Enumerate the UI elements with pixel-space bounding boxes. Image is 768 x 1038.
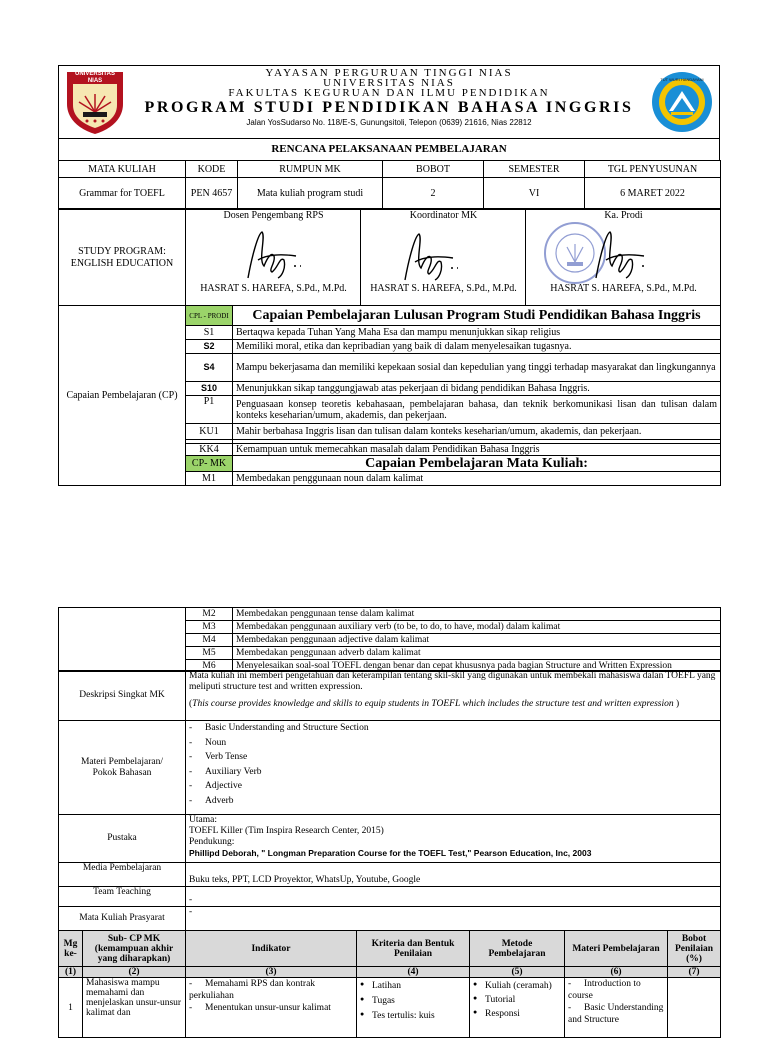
deskripsi-cell [186,671,721,721]
table-row [59,978,721,1038]
page2-frame [58,607,720,1024]
cpmk-title: Capaian Pembelajaran Mata Kuliah: [233,456,721,472]
media-label: Media Pembelajaran [59,863,186,887]
role-kaprodi: Ka. Prodi [604,210,643,221]
metode-item: ● Kuliah (ceramah) [473,978,561,992]
kriteria-item: ● Tugas [360,993,466,1008]
tut-wuri-text: TUT WURI HANDAYANI [660,77,704,82]
deskripsi-english: (This course provides knowledge and skills to equip students in TOEFL which includes the structure test and written expression ) [189,699,680,709]
course-semester: VI [484,178,585,209]
m-text: Membedakan penggunaan noun dalam kalimat [233,472,721,486]
m-text: Menyelesaikan soal-soal TOEFL dengan benar dan cepat khususnya pada bagian Structure and Written Expression [233,660,721,672]
m-code: M6 [186,660,233,672]
letterhead [58,65,720,139]
m-text: Membedakan penggunaan auxiliary verb (to be, to do, to have, modal) dalam kalimat [233,621,721,634]
role-koordinator: Koordinator MK [409,210,478,221]
cp-code: KK4 [186,444,233,456]
m-code: M2 [186,608,233,621]
prasyarat-text: - [186,907,721,931]
materi-row-item: - Basic Understanding and Structure [568,1002,664,1026]
bobot-cell [668,978,721,1038]
m-code: M3 [186,621,233,634]
m-text: Membedakan penggunaan adverb dalam kalimat [233,647,721,660]
cpmk-code: CP- MK [186,456,233,472]
cp-code: S2 [186,340,233,354]
plan-header-materi: Materi Pembelajaran [565,931,668,967]
indikator-item: - Menentukan unsur-unsur kalimat [189,1002,353,1014]
course-info-table [58,670,721,931]
plan-col-number: (4) [357,967,470,978]
cp-code: P1 [186,396,233,424]
indikator-item: - Memahami RPS dan kontrak perkuliahan [189,978,353,1002]
deskripsi-text: Mata kuliah ini memberi pengetahuan dan keterampilan tentang skil-skil yang digunakan untuk membekali mahasiswa dalan TOEFL yang meliputi structure test and written expression. [189,671,716,692]
materi-row-item: - Introduction to course [568,978,664,1002]
m-text: Membedakan penggunaan tense dalam kalimat [233,608,721,621]
cp-code: KU1 [186,424,233,440]
team-teaching-text: - [186,887,721,907]
signature-koordinator [395,228,465,284]
pustaka-label: Pustaka [59,815,186,863]
cp-text: Penguasaan konsep teoretis kebahasaan, pembelajaran bahasa, dan teknik berkomunikasi lisan dan tulisan dalam konteks keseharian/umum, akademis, dan pekerjaan. [233,396,721,424]
signature-cell-koordinator [361,210,526,306]
signature-cell-kaprodi [526,210,721,306]
course-rumpun: Mata kuliah program studi [238,178,383,209]
letterhead-line3: FAKULTAS KEGURUAN DAN ILMU PENDIDIKAN [228,87,550,99]
signature-kaprodi [586,226,656,282]
cpl-title: Capaian Pembelajaran Lulusan Program Studi Pendidikan Bahasa Inggris [233,306,721,326]
metode-item: ● Tutorial [473,992,561,1006]
pustaka-utama-label: Utama: [189,815,217,825]
materi-item: - Basic Understanding and Structure Section [189,721,717,736]
materi-item: - Noun [189,736,717,751]
col-header-rumpun: RUMPUN MK [238,161,383,178]
role-dosen: Dosen Pengembang RPS [223,210,324,221]
metode-item: ● Responsi [473,1006,561,1020]
plan-col-number: (3) [186,967,357,978]
tut-wuri-handayani-logo [651,71,713,133]
m-text: Membedakan penggunaan adjective dalam kalimat [233,634,721,647]
pustaka-utama: TOEFL Killer (Tim Inspira Research Center, 2015) [189,826,384,836]
cpl-code: CPL - PRODI [186,306,233,326]
col-header-bobot: BOBOT [383,161,484,178]
materi-item: - Verb Tense [189,750,717,765]
signature-dosen [238,226,308,282]
deskripsi-english-text: This course provides knowledge and skills to equip students in TOEFL which includes the structure test and written expression [192,699,674,709]
universitas-nias-logo [63,68,127,134]
cp-table [58,305,721,486]
page1-frame [58,65,720,495]
m-code: M4 [186,634,233,647]
materi-list [189,721,717,808]
prasyarat-label: Mata Kuliah Prasyarat [59,907,186,931]
course-name: Grammar for TOEFL [59,178,186,209]
materi-label: Materi Pembelajaran/ Pokok Bahasan [59,721,186,815]
week-number: 1 [59,978,83,1038]
signature-cell-dosen [186,210,361,306]
program-title: PROGRAM STUDI PENDIDIKAN BAHASA INGGRIS [144,99,634,116]
col-header-tgl: TGL PENYUSUNAN [585,161,721,178]
plan-table [58,930,721,1038]
materi-item: - Adverb [189,794,717,809]
cp-code: S4 [186,354,233,382]
subcp-text: Mahasiswa mampu memahami dan menjelaskan unsur-unsur kalimat dan [83,978,186,1038]
m-code: M1 [186,472,233,486]
materi-cell [186,721,721,815]
cp-text: Menunjukkan sikap tanggungjawab atas pekerjaan di bidang pendidikan Bahasa Inggris. [233,382,721,396]
kriteria-cell [357,978,470,1038]
plan-header-indikator: Indikator [186,931,357,967]
cp-text: Bertaqwa kepada Tuhan Yang Maha Esa dan mampu menunjukkan sikap religius [233,326,721,340]
plan-col-number: (5) [470,967,565,978]
metode-cell [470,978,565,1038]
address: Jalan YosSudarso No. 118/E-S, Gunungsitoli, Telepon (0639) 21616, Nias 22812 [246,118,532,127]
course-bobot: 2 [383,178,484,209]
plan-header-metode: Metode Pembelajaran [470,931,565,967]
course-code: PEN 4657 [186,178,238,209]
materi-row-cell [565,978,668,1038]
cp-text: Mahir berbahasa Inggris lisan dan tulisan dalam konteks keseharian/umum, akademis, dan pekerjaan. [233,424,721,440]
materi-item: - Adjective [189,779,717,794]
cp-code: S1 [186,326,233,340]
plan-col-number: (2) [83,967,186,978]
letterhead-line1: YAYASAN PERGURUAN TINGGI NIAS [265,67,513,79]
plan-col-number: (7) [668,967,721,978]
cp-text: Kemampuan untuk memecahkan masalah dalam Pendidikan Bahasa Inggris [233,444,721,456]
pustaka-pendukung-label: Pendukung: [189,837,235,847]
document-title: RENCANA PELAKSANAAN PEMBELAJARAN [58,138,720,161]
m-code: M5 [186,647,233,660]
pustaka-cell [186,815,721,863]
indikator-cell [186,978,357,1038]
course-table [58,160,721,209]
kriteria-item: ● Latihan [360,978,466,993]
kriteria-item: ● Tes tertulis: kuis [360,1008,466,1023]
name-kaprodi: HASRAT S. HAREFA, S.Pd., M.Pd. [550,283,697,294]
plan-col-number: (6) [565,967,668,978]
plan-header-week: Mg ke- [59,931,83,967]
plan-header-kriteria: Kriteria dan Bentuk Penilaian [357,931,470,967]
materi-item: - Auxiliary Verb [189,765,717,780]
cp-text: Mampu bekerjasama dan memiliki kepekaan sosial dan kepedulian yang tinggi terhadap masyarakat dan lingkungannya [233,354,721,382]
study-program-label: STUDY PROGRAM: ENGLISH EDUCATION [59,210,186,306]
cp-label: Capaian Pembelajaran (CP) [59,306,186,486]
pustaka-pendukung: Phillipd Deborah, " Longman Preparation Course for the TOEFL Test," Pearson Education, Inc, 2003 [189,848,592,858]
course-date: 6 MARET 2022 [585,178,721,209]
cpmk-continued-table [58,607,721,672]
col-header-semester: SEMESTER [484,161,585,178]
col-header-mata-kuliah: MATA KULIAH [59,161,186,178]
plan-header-bobot: Bobot Penilaian (%) [668,931,721,967]
name-dosen: HASRAT S. HAREFA, S.Pd., M.Pd. [200,283,347,294]
col-header-kode: KODE [186,161,238,178]
deskripsi-label: Deskripsi Singkat MK [59,671,186,721]
cp-code: S10 [186,382,233,396]
cp-text: Memiliki moral, etika dan kepribadian yang baik di dalam menyelesaikan tugasnya. [233,340,721,354]
logo-caption: UNIVERSITAS NIAS [75,71,115,84]
plan-col-number: (1) [59,967,83,978]
plan-header-subcp: Sub- CP MK (kemampuan akhir yang diharapkan) [83,931,186,967]
name-koordinator: HASRAT S. HAREFA, S.Pd., M.Pd. [370,283,517,294]
letterhead-line2: UNIVERSITAS NIAS [323,77,455,89]
media-text: Buku teks, PPT, LCD Proyektor, WhatsUp, Youtube, Google [186,863,721,887]
signature-table [58,209,721,306]
team-teaching-label: Team Teaching [59,887,186,907]
